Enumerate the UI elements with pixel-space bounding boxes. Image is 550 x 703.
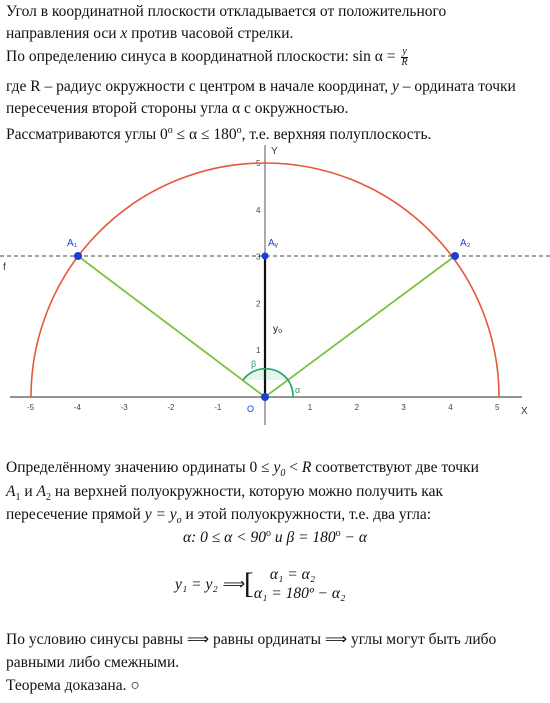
y-tick-label: 3 [256, 252, 261, 262]
point-a1 [74, 252, 82, 260]
point-a1-label: A₁ [67, 238, 78, 249]
x-tick-label: 4 [448, 403, 453, 412]
intro-line-3: По определению синуса в координатной плоскости: sin α = $\frac{y}{R}$ [6, 46, 408, 68]
x-tick-label: -4 [73, 403, 81, 412]
x-tick-label: 2 [354, 403, 360, 412]
after-line-4: По условию синусы равны ⟹ равны ординаты ⟹ углы могут быть либо [6, 631, 497, 648]
y-tick-labels [256, 159, 261, 355]
point-ay [262, 253, 269, 260]
alpha-arc [288, 380, 293, 397]
bracket: [ [243, 567, 254, 600]
intro-line-4: где R – радиус окружности с центром в начале координат, y – ордината точки [6, 78, 516, 95]
x-axis-label: X [521, 406, 528, 417]
after-line-6: Теорема доказана. ○ [6, 677, 140, 694]
point-a2 [451, 252, 459, 260]
segment-origin-a1 [78, 256, 265, 397]
after-line-1: Определённому значению ординаты $0 \le y_0 < R$ соответствуют две точки [6, 459, 479, 480]
after-line-5: равными либо смежными. [6, 654, 180, 671]
x-tick-label: 5 [495, 403, 500, 412]
x-tick-label: -5 [27, 403, 35, 412]
intro-line-5: пересечения второй стороны угла α с окружностью. [6, 100, 349, 117]
x-tick-label: 1 [307, 403, 313, 412]
intro-line-6: Рассматриваются углы $0^o \le \alpha \le 180^o$, т.е. верхняя полуплоскость. [6, 125, 432, 144]
y-tick-label: 1 [256, 346, 261, 356]
x-tick-label: 3 [401, 403, 406, 412]
intro-line-2: направления оси x против часовой стрелки. [6, 25, 294, 42]
x-tick-label: -2 [167, 403, 175, 412]
intro-line-1: Угол в координатной плоскости откладывается от положительного [6, 3, 447, 20]
x-tick-labels [27, 403, 500, 412]
beta-label: β [251, 359, 257, 369]
y-axis-label: Y [271, 146, 278, 157]
x-tick-label: -3 [120, 403, 128, 412]
y-tick-label: 4 [256, 205, 261, 215]
after-line-2: $A_1$ и $A_2$ на верхней полуокружности, которую можно получить как [6, 483, 444, 504]
formula-equal-ordinates: y₁ = y₂ ⟹ [ α₁ = α₂ α₁ = 180º − α₂ [175, 566, 346, 602]
line-label: f [3, 262, 6, 273]
fraction-y-over-r: $\frac{y}{R}$ [401, 46, 408, 68]
beta-arc [243, 369, 288, 380]
segment-origin-a2 [265, 256, 455, 397]
coordinate-figure [0, 140, 550, 425]
point-origin [261, 393, 269, 401]
point-a2-label: A₂ [460, 238, 471, 249]
after-line-3: пересечение прямой $y = y_o$ и этой полуокружности, т.е. два угла: [6, 506, 432, 527]
alpha-label: α [295, 385, 301, 395]
origin-label: O [247, 404, 255, 414]
formula-angles: α: $0 \le \alpha < 90^o$ и $\beta = 180^o - \alpha$ [182, 528, 368, 547]
y-tick-label: 5 [256, 159, 261, 168]
y0-label: y₀ [273, 324, 283, 335]
x-tick-label: -1 [214, 403, 222, 412]
point-ay-label: Aᵧ [268, 238, 278, 249]
y-tick-label: 2 [256, 299, 261, 309]
